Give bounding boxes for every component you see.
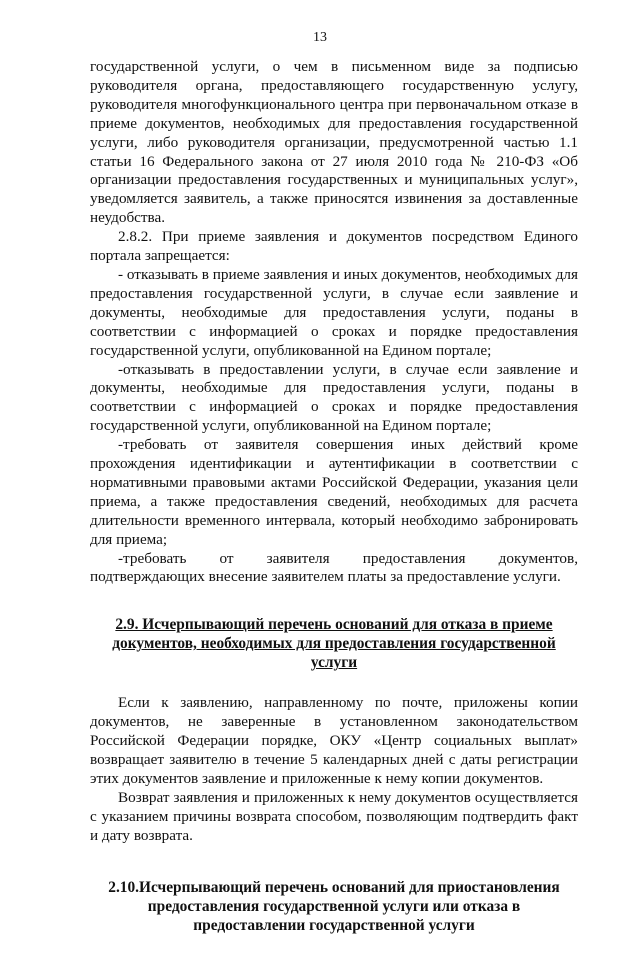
paragraph: Возврат заявления и приложенных к нему документов осуществляется с указанием причины возврата способом, позволяющим подтвердить факт и дату возврата. xyxy=(90,788,578,844)
paragraph: Если к заявлению, направленному по почте, приложены копии документов, не заверенные в установленном законодательством Российской Федерации порядке, ОКУ «Центр социальных выплат» возвращает заявителю в течение 5 календарных дней с даты регистрации этих документов заявление и приложенные к нему копии документов. xyxy=(90,694,578,787)
list-item: -отказывать в предоставлении услуги, в случае если заявление и документы, необходимые для предоставления услуги, поданы в соответствии с информацией о сроках и порядке предоставления государственной услуги, опубликованной на Едином портале; xyxy=(90,360,578,435)
paragraph: государственной услуги, о чем в письменном виде за подписью руководителя органа, предоставляющего государственную услугу, руководителя многофункционального центра при первоначальном отказе в приеме документов, необходимых для предоставления государственной услуги, либо руководителя организации, предусмотренной частью 1.1 статьи 16 Федерального закона от 27 июля 2010 года № 210-ФЗ «Об организации предоставления государственных и муниципальных услуг», уведомляется заявитель, а также приносятся извинения за доставленные неудобства. xyxy=(90,58,578,227)
paragraph: 2.8.2. При приеме заявления и документов посредством Единого портала запрещается: xyxy=(90,228,578,265)
list-item: - отказывать в приеме заявления и иных документов, необходимых для предоставления государственной услуги, в случае если заявление и документы, необходимые для предоставления услуги, поданы в соответствии с информацией о сроках и порядке предоставления государственной услуги, опубликованной на Едином портале; xyxy=(90,265,578,359)
document-body xyxy=(90,58,578,957)
list-item: -требовать от заявителя совершения иных действий кроме прохождения идентификации и аутентификации в соответствии с нормативными правовыми актами Российской Федерации, указания цели приема, а также предоставления сведений, необходимых для расчета длительности временного интервала, который необходимо забронировать для приема; xyxy=(90,436,578,548)
section-heading-2-10: 2.10.Исчерпывающий перечень оснований для приостановления предоставления государственной услуги или отказа в предоставлении государственной услуги xyxy=(108,878,560,934)
list-item: -требовать от заявителя предоставления документов, подтверждающих внесение заявителем платы за предоставление услуги. xyxy=(90,549,578,586)
page-number: 13 xyxy=(313,30,327,45)
section-heading-2-9: 2.9. Исчерпывающий перечень оснований для отказа в приеме документов, необходимых для предоставления государственной услуги xyxy=(112,616,556,672)
